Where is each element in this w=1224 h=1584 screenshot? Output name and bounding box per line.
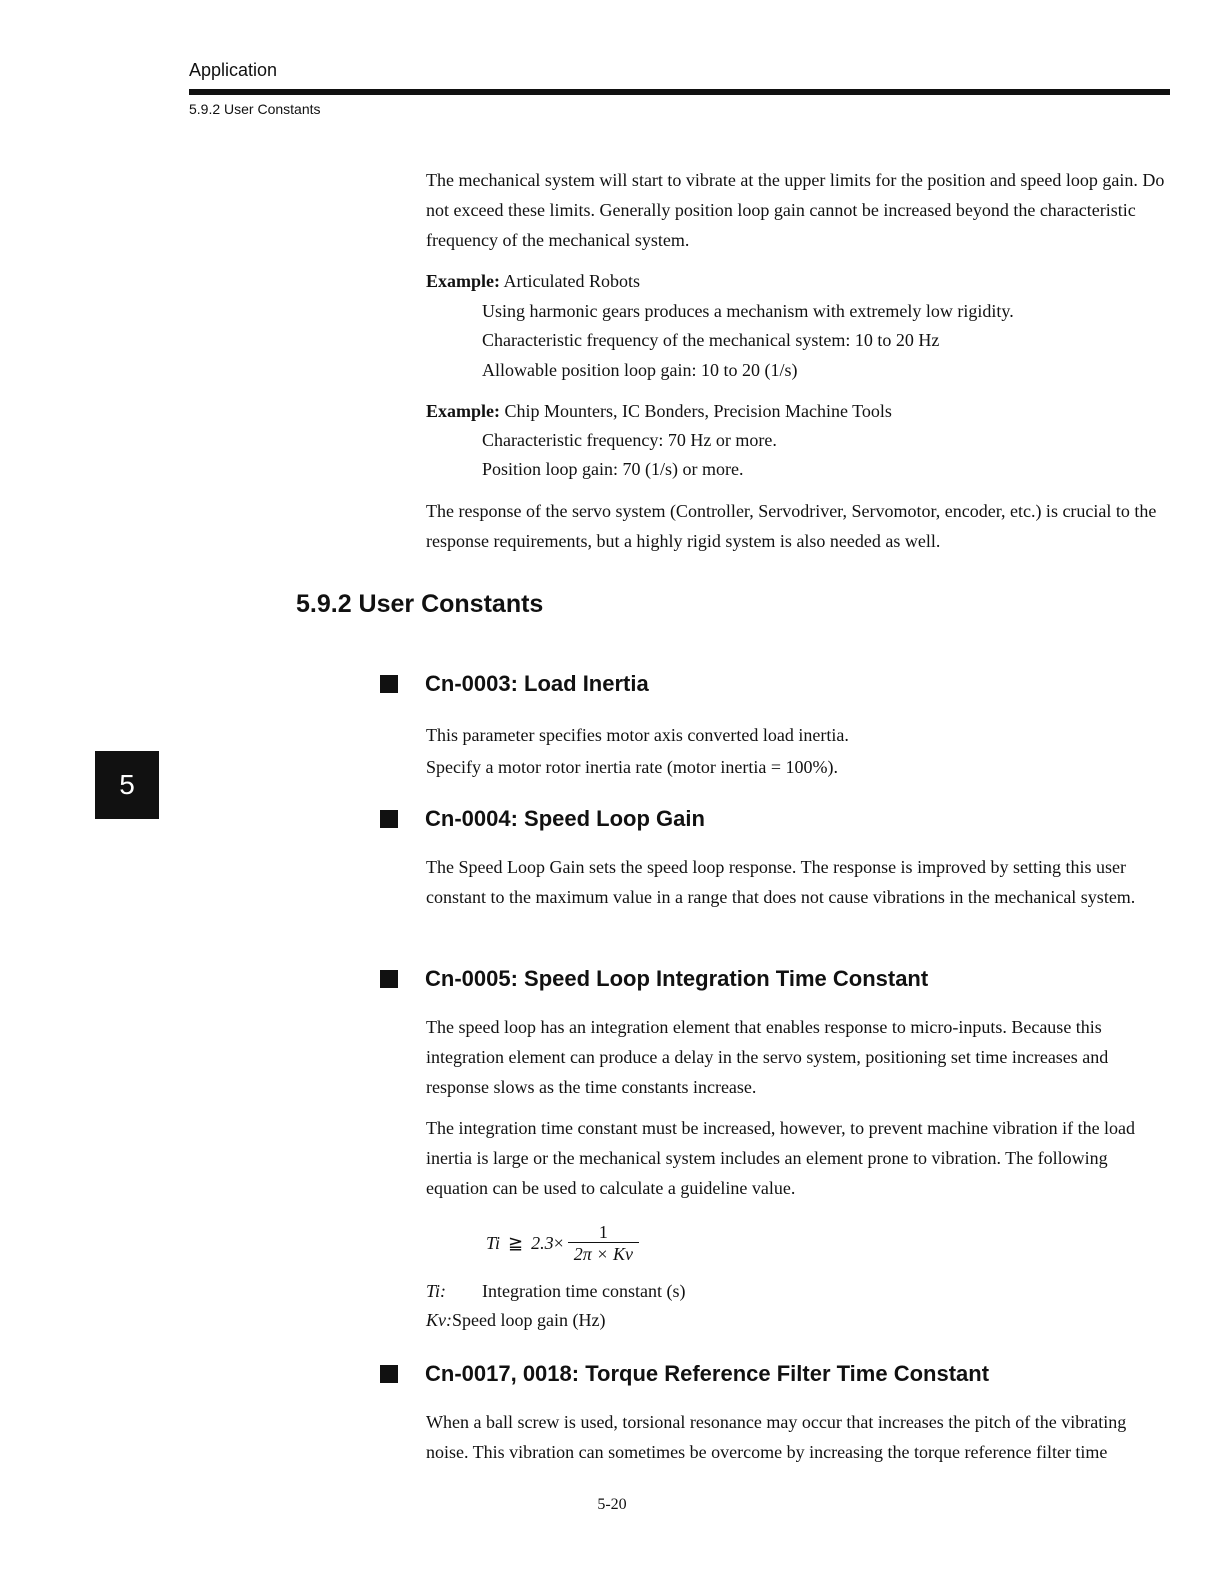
square-bullet-icon — [380, 810, 398, 828]
example1-detail: Allowable position loop gain: 10 to 20 (1/s) — [482, 360, 798, 380]
header-section-title: 5.9.2 User Constants — [189, 101, 321, 117]
intro-closing-paragraph: The response of the servo system (Controller, Servodriver, Servomotor, encoder, etc.) is crucial to the response requirements, but a highly rigid system is also needed as well. — [426, 501, 1157, 551]
cn0004-paragraph: The Speed Loop Gain sets the speed loop response. The response is improved by setting this user constant to the maximum value in a range that does not cause vibrations in the mechanical system. — [426, 857, 1136, 907]
variable-description: Integration time constant (s) — [482, 1281, 686, 1301]
cn0017-heading — [380, 1361, 989, 1387]
formula-numerator: 1 — [598, 1222, 608, 1242]
cn0005-heading-text: Cn-0005: Speed Loop Integration Time Constant — [425, 966, 929, 991]
variable-definition — [426, 1305, 605, 1335]
example1-line — [426, 266, 1166, 296]
cn0017-heading-text: Cn-0017, 0018: Torque Reference Filter Time Constant — [425, 1361, 990, 1386]
cn0003-line: This parameter specifies motor axis converted load inertia. — [426, 725, 849, 745]
example1-detail: Characteristic frequency of the mechanical system: 10 to 20 Hz — [482, 330, 940, 350]
example2-label: Example: — [426, 401, 500, 421]
example1-detail: Using harmonic gears produces a mechanism with extremely low rigidity. — [482, 301, 1014, 321]
header-rule — [189, 89, 1170, 95]
section-title: 5.9.2 User Constants — [296, 590, 544, 618]
cn0003-heading — [380, 671, 649, 697]
cn0004-heading — [380, 806, 705, 832]
formula-denominator: 2π × Kv — [568, 1242, 639, 1265]
square-bullet-icon — [380, 970, 398, 988]
example1-title: Articulated Robots — [503, 271, 640, 291]
formula-times: × — [553, 1233, 564, 1253]
example2-line — [426, 396, 1166, 426]
integration-time-formula — [486, 1222, 639, 1265]
intro-paragraph: The mechanical system will start to vibrate at the upper limits for the position and speed loop gain. Do not exceed these limits. Generally position loop gain cannot be increased beyond the characteristic frequency of the mechanical system. — [426, 170, 1165, 250]
formula-lhs: Ti — [486, 1233, 501, 1253]
cn0005-paragraph: The integration time constant must be increased, however, to prevent machine vibration if the load inertia is large or the mechanical system includes an element prone to vibration. The following equation can be used to calculate a guideline value. — [426, 1118, 1136, 1198]
example2-detail: Characteristic frequency: 70 Hz or more. — [482, 430, 777, 450]
header-chapter-title: Application — [189, 60, 278, 80]
formula-coefficient: 2.3 — [531, 1233, 554, 1253]
cn0017-paragraph: When a ball screw is used, torsional resonance may occur that increases the pitch of the vibrating noise. This vibration can sometimes be overcome by increasing the torque reference filter time — [426, 1412, 1127, 1462]
square-bullet-icon — [380, 1365, 398, 1383]
variable-symbol: Ti: — [426, 1281, 447, 1301]
example2-detail: Position loop gain: 70 (1/s) or more. — [482, 459, 744, 479]
chapter-tab: 5 — [95, 751, 159, 819]
formula-relation: ≧ — [508, 1233, 524, 1253]
variable-definition — [426, 1276, 685, 1306]
cn0003-line: Specify a motor rotor inertia rate (motor inertia = 100%). — [426, 757, 839, 777]
example1-label: Example: — [426, 271, 500, 291]
cn0003-heading-text: Cn-0003: Load Inertia — [425, 671, 649, 696]
formula-fraction — [568, 1222, 639, 1265]
variable-symbol: Kv: — [426, 1310, 452, 1330]
square-bullet-icon — [380, 675, 398, 693]
cn0004-heading-text: Cn-0004: Speed Loop Gain — [425, 806, 705, 831]
cn0005-heading — [380, 966, 928, 992]
page-number: 5-20 — [597, 1496, 627, 1513]
variable-description: Speed loop gain (Hz) — [452, 1310, 606, 1330]
cn0005-paragraph: The speed loop has an integration element that enables response to micro-inputs. Because this integration element can produce a delay in the servo system, positioning set time increases and response slows as the time constants increase. — [426, 1017, 1109, 1097]
example2-title: Chip Mounters, IC Bonders, Precision Machine Tools — [504, 401, 892, 421]
